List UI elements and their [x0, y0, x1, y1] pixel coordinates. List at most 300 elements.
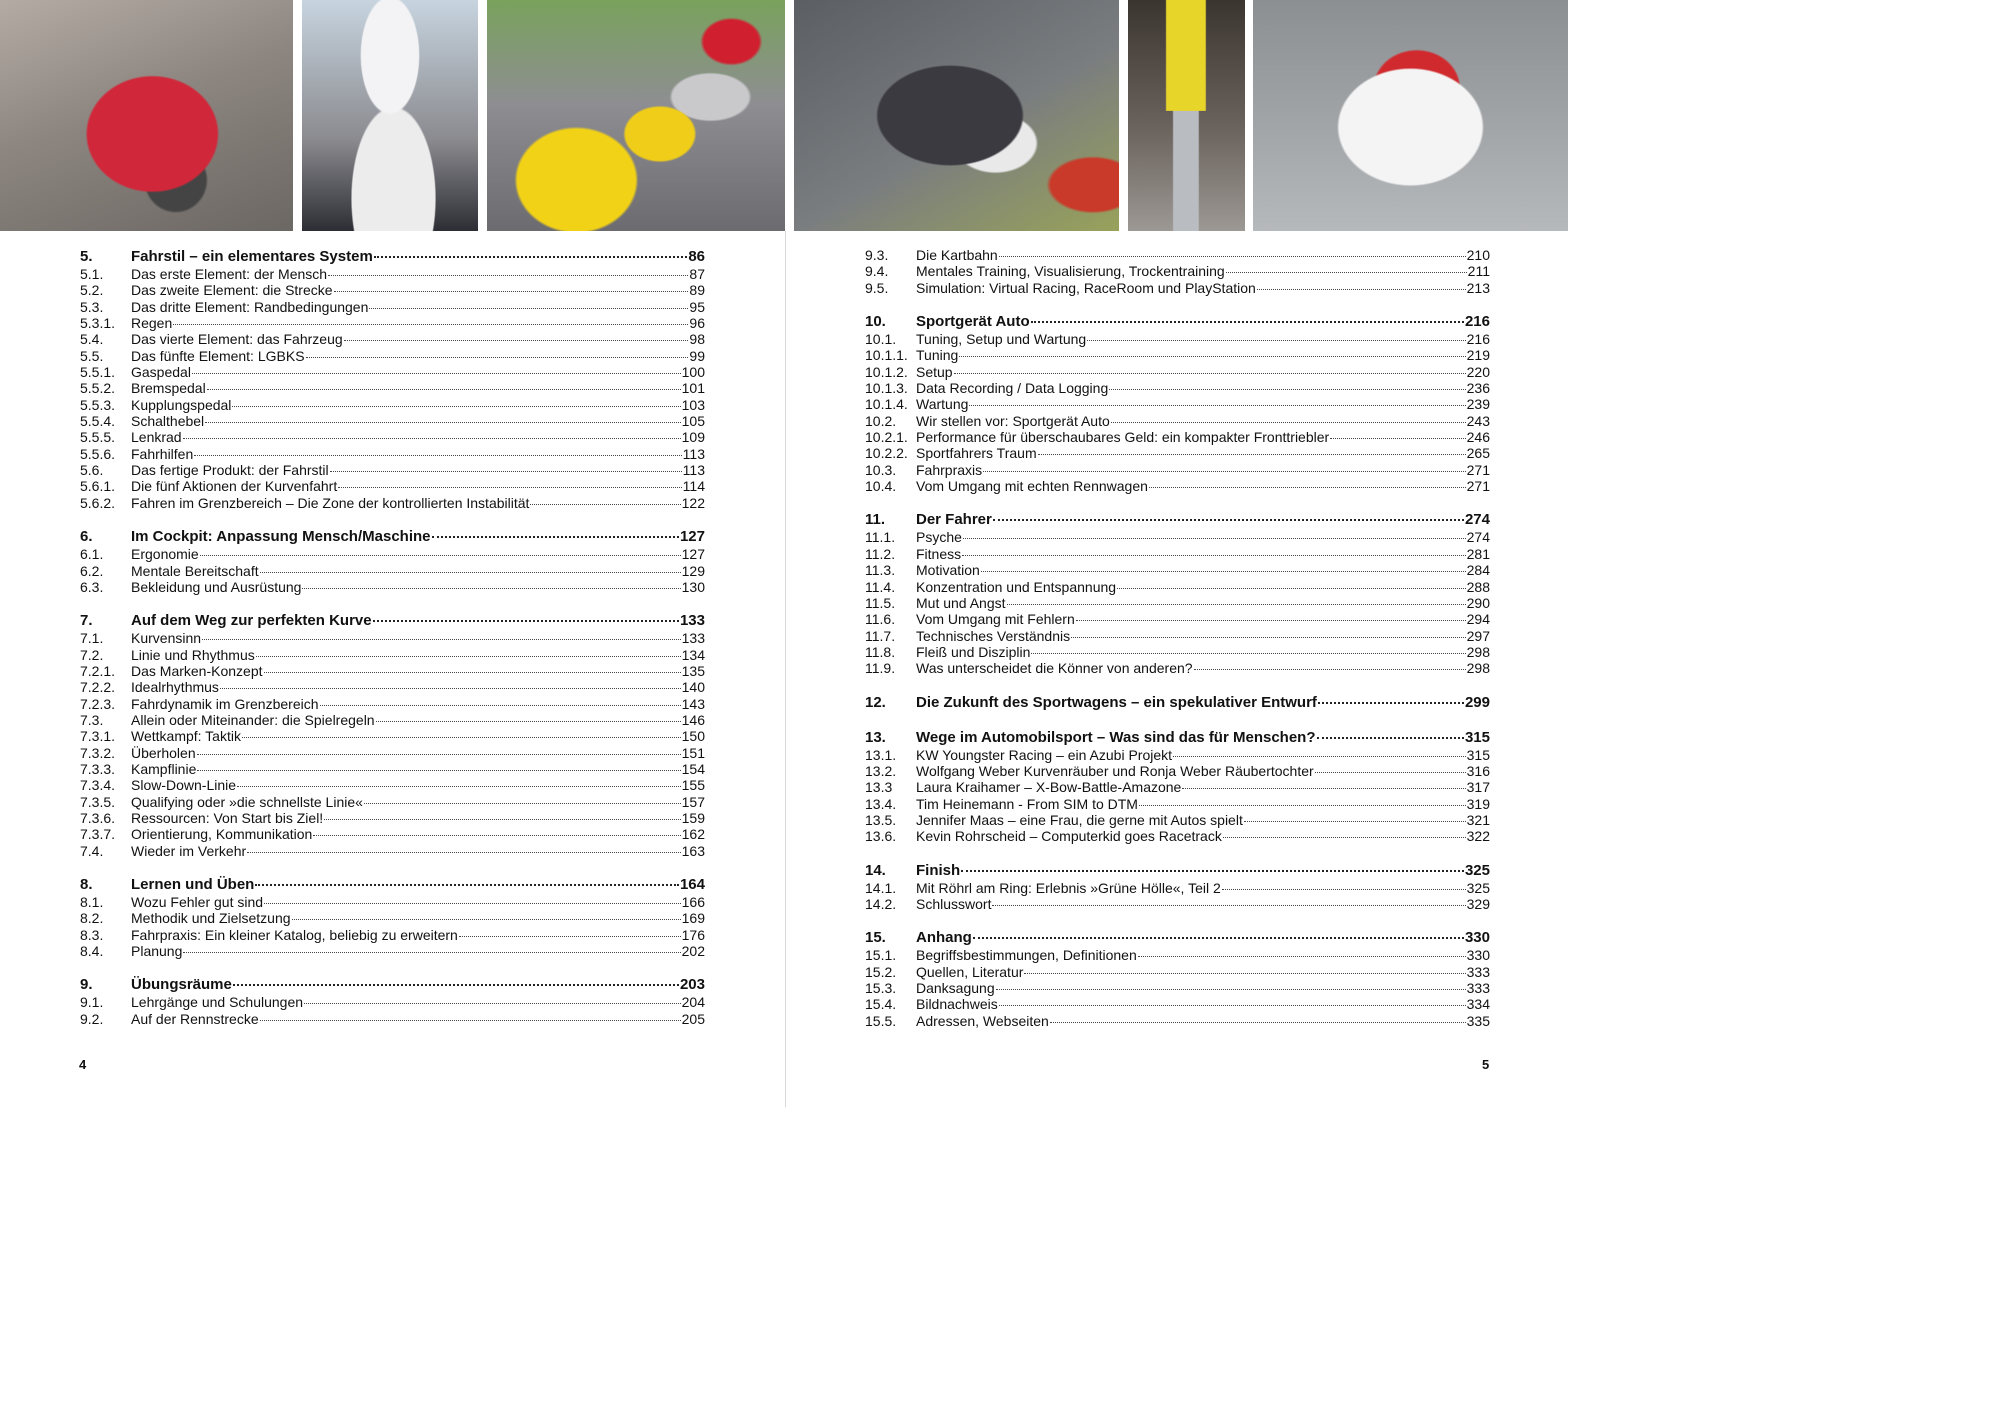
toc-title: Technisches Verständnis	[916, 627, 1071, 644]
toc-page-number: 298	[1466, 643, 1490, 660]
dot-leader	[1031, 653, 1465, 654]
toc-entry-row	[80, 794, 705, 810]
dot-leader	[1226, 272, 1467, 273]
toc-number: 11.	[865, 511, 886, 529]
toc-title: Tuning	[916, 347, 959, 364]
toc-title: Das dritte Element: Randbedingungen	[131, 298, 369, 315]
dot-leader	[1318, 702, 1464, 704]
toc-entry-row	[80, 745, 705, 761]
toc-title: Wettkampf: Taktik	[131, 728, 241, 745]
toc-title: Das erste Element: der Mensch	[131, 266, 328, 282]
toc-number: 13.2.	[865, 762, 897, 779]
toc-page-number: 288	[1466, 578, 1490, 595]
dot-leader	[959, 356, 1465, 357]
toc-title: Quellen, Literatur	[916, 963, 1024, 980]
dot-leader	[1111, 422, 1466, 423]
toc-section	[865, 247, 1490, 296]
toc-number: 11.7.	[865, 627, 896, 644]
toc-page-number: 216	[1464, 313, 1490, 331]
toc-title: Was unterscheidet die Könner von anderen?	[916, 660, 1193, 677]
toc-number: 5.3.1.	[80, 315, 116, 332]
toc-page-number: 105	[681, 413, 705, 430]
toc-entry-row	[865, 280, 1490, 296]
toc-entry-row	[865, 413, 1490, 429]
toc-title: Mentales Training, Visualisierung, Trockentraining	[916, 263, 1225, 280]
toc-section	[865, 861, 1490, 913]
toc-title: Sportgerät Auto	[916, 313, 1030, 331]
toc-page-number: 89	[689, 282, 705, 299]
dot-leader	[197, 770, 680, 771]
toc-title: Wartung	[916, 396, 969, 413]
toc-entry-row	[865, 644, 1490, 660]
toc-page-number: 135	[681, 662, 705, 679]
dot-leader	[1182, 788, 1465, 789]
toc-entry-row	[80, 1011, 705, 1027]
toc-number: 11.1.	[865, 529, 896, 546]
toc-chapter-row	[865, 861, 1490, 880]
toc-page-number: 127	[681, 546, 705, 563]
toc-number: 5.5.3.	[80, 396, 116, 413]
toc-page-number: 162	[681, 826, 705, 843]
toc-section	[80, 247, 705, 511]
toc-entry-row	[865, 364, 1490, 380]
dot-leader	[232, 406, 680, 407]
toc-page-number: 154	[681, 760, 705, 777]
toc-number: 7.3.	[80, 711, 104, 728]
toc-page-number: 325	[1464, 861, 1490, 879]
toc-entry-row	[80, 546, 705, 562]
toc-number: 10.1.1.	[865, 347, 908, 364]
toc-title: Finish	[916, 861, 961, 879]
dot-leader	[192, 373, 681, 374]
toc-entry-row	[865, 812, 1490, 828]
toc-page-number: 315	[1466, 746, 1490, 763]
toc-entry-row	[80, 994, 705, 1010]
toc-entry-row	[865, 747, 1490, 763]
toc-page-number: 274	[1466, 529, 1490, 546]
toc-title: Fahrpraxis	[916, 461, 983, 478]
toc-page-number: 146	[681, 711, 705, 728]
toc-entry-row	[80, 348, 705, 364]
toc-page-number: 98	[689, 331, 705, 348]
toc-page-number: 220	[1466, 363, 1490, 380]
dot-leader	[459, 936, 681, 937]
toc-page-number: 236	[1466, 380, 1490, 397]
dot-leader	[320, 705, 681, 706]
toc-entry-row	[80, 679, 705, 695]
toc-page-number: 219	[1466, 347, 1490, 364]
toc-page-number: 284	[1466, 562, 1490, 579]
toc-entry-row	[80, 761, 705, 777]
toc-page-number: 333	[1466, 963, 1490, 980]
toc-title: Sportfahrers Traum	[916, 445, 1037, 462]
toc-number: 11.4.	[865, 578, 896, 595]
toc-chapter-row	[865, 510, 1490, 529]
toc-entry-row	[865, 880, 1490, 896]
dot-leader	[237, 786, 681, 787]
toc-number: 15.5.	[865, 1012, 897, 1029]
toc-page-number: 210	[1466, 247, 1490, 263]
toc-entry-row	[80, 331, 705, 347]
toc-entry-row	[80, 943, 705, 959]
toc-number: 6.2.	[80, 562, 104, 579]
toc-title: Fahrhilfen	[131, 445, 194, 462]
toc-title: Das Marken-Konzept	[131, 662, 263, 679]
toc-title: Kampflinie	[131, 760, 197, 777]
toc-number: 8.	[80, 876, 93, 893]
toc-title: Setup	[916, 363, 953, 380]
toc-title: Lehrgänge und Schulungen	[131, 994, 304, 1011]
dot-leader	[963, 538, 1466, 539]
toc-entry-row	[80, 910, 705, 926]
toc-title: Fahren im Grenzbereich – Die Zone der kontrollierten Instabilität	[131, 494, 530, 511]
dot-leader	[981, 571, 1466, 572]
toc-page-number: 246	[1466, 429, 1490, 446]
toc-page-number: 211	[1467, 263, 1490, 280]
toc-page-number: 297	[1466, 627, 1490, 644]
toc-number: 7.2.3.	[80, 695, 116, 712]
dot-leader	[1315, 772, 1466, 773]
toc-title: Simulation: Virtual Racing, RaceRoom und PlayStation	[916, 279, 1256, 296]
photo-driver-helmet	[302, 0, 478, 231]
dot-leader	[205, 422, 680, 423]
dot-leader	[1223, 837, 1466, 838]
toc-entry-row	[865, 546, 1490, 562]
toc-page-number: 113	[682, 462, 705, 479]
toc-number: 11.6.	[865, 611, 896, 628]
toc-number: 9.4.	[865, 263, 889, 280]
dot-leader	[338, 487, 681, 488]
toc-entry-row	[80, 927, 705, 943]
toc-page-number: 294	[1466, 611, 1490, 628]
toc-page-number: 243	[1466, 412, 1490, 429]
dot-leader	[242, 737, 681, 738]
toc-entry-row	[80, 299, 705, 315]
toc-entry-row	[865, 263, 1490, 279]
page-gutter	[785, 231, 786, 1107]
toc-section	[80, 527, 705, 595]
toc-entry-row	[865, 628, 1490, 644]
dot-leader	[1317, 737, 1464, 739]
toc-title: Schalthebel	[131, 413, 205, 430]
toc-page-number: 140	[681, 679, 705, 696]
toc-number: 14.	[865, 861, 886, 879]
dot-leader	[1109, 389, 1465, 390]
toc-title: Das fertige Produkt: der Fahrstil	[131, 462, 329, 479]
toc-number: 8.4.	[80, 943, 104, 960]
toc-title: Wozu Fehler gut sind	[131, 894, 264, 910]
toc-number: 9.2.	[80, 1010, 104, 1027]
dot-leader	[330, 471, 682, 472]
toc-number: 5.5.5.	[80, 429, 116, 446]
toc-page-number: 155	[681, 777, 705, 794]
toc-title: Kevin Rohrscheid – Computerkid goes Racetrack	[916, 828, 1222, 845]
toc-entry-row	[80, 462, 705, 478]
toc-section	[865, 312, 1490, 494]
toc-title: Methodik und Zielsetzung	[131, 910, 291, 927]
dot-leader	[530, 504, 680, 505]
photo-coilover-spring	[1128, 0, 1245, 231]
dot-leader	[334, 291, 689, 292]
dot-leader	[220, 688, 681, 689]
toc-title: Konzentration und Entspannung	[916, 578, 1117, 595]
toc-title: Mit Röhrl am Ring: Erlebnis »Grüne Hölle«, Teil 2	[916, 879, 1221, 896]
toc-number: 5.6.1.	[80, 478, 116, 495]
dot-leader	[1076, 620, 1466, 621]
toc-page-number: 122	[681, 494, 705, 511]
toc-page-number: 203	[679, 976, 705, 994]
dot-leader	[255, 884, 679, 886]
toc-page-number: 319	[1466, 795, 1490, 812]
toc-title: Kupplungspedal	[131, 396, 232, 413]
toc-number: 15.	[865, 929, 886, 947]
toc-page-number: 316	[1466, 762, 1490, 779]
toc-entry-row	[865, 763, 1490, 779]
toc-page-number: 109	[681, 429, 705, 446]
toc-title: Mut und Angst	[916, 594, 1006, 611]
toc-page-number: 330	[1464, 929, 1490, 947]
toc-chapter-row	[865, 693, 1490, 712]
toc-chapter-row	[80, 975, 705, 994]
dot-leader	[374, 256, 688, 258]
toc-section	[80, 975, 705, 1027]
dot-leader	[233, 984, 679, 986]
toc-number: 7.3.2.	[80, 744, 116, 761]
dot-leader	[302, 588, 680, 589]
toc-page-number: 133	[681, 630, 705, 647]
toc-entry-row	[80, 563, 705, 579]
dot-leader	[961, 870, 1464, 872]
dot-leader	[247, 852, 680, 853]
dot-leader	[969, 405, 1465, 406]
toc-page-number: 299	[1464, 693, 1490, 711]
toc-section	[865, 510, 1490, 676]
toc-title: Motivation	[916, 562, 980, 579]
toc-number: 7.3.1.	[80, 728, 116, 745]
toc-entry-row	[865, 396, 1490, 412]
toc-page-number: 96	[689, 315, 705, 332]
toc-number: 10.3.	[865, 461, 897, 478]
toc-title: Fleiß und Disziplin	[916, 643, 1031, 660]
dot-leader	[962, 555, 1466, 556]
toc-entry-row	[80, 810, 705, 826]
toc-number: 10.2.2.	[865, 445, 908, 462]
toc-number: 9.3.	[865, 247, 889, 263]
toc-number: 7.1.	[80, 630, 104, 647]
toc-title: Mentale Bereitschaft	[131, 562, 259, 579]
toc-entry-row	[865, 562, 1490, 578]
toc-entry-row	[865, 660, 1490, 676]
dot-leader	[1138, 956, 1466, 957]
toc-title: Übungsräume	[131, 976, 232, 994]
dot-leader	[1222, 889, 1466, 890]
toc-number: 10.1.2.	[865, 363, 908, 380]
toc-page-number: 290	[1466, 594, 1490, 611]
toc-page-number: 335	[1466, 1012, 1490, 1029]
toc-page-number: 143	[681, 695, 705, 712]
dot-leader	[954, 373, 1466, 374]
dot-leader	[173, 324, 688, 325]
toc-chapter-row	[80, 527, 705, 546]
toc-title: Anhang	[916, 929, 972, 947]
toc-number: 5.5.2.	[80, 380, 116, 397]
toc-page-number: 315	[1464, 728, 1490, 746]
toc-page-number: 113	[682, 445, 705, 462]
toc-title: Performance für überschaubares Geld: ein kompakter Fronttriebler	[916, 429, 1330, 446]
toc-title: Die Kartbahn	[916, 247, 998, 263]
toc-number: 13.1.	[865, 746, 897, 763]
toc-page-number: 163	[681, 842, 705, 859]
toc-number: 14.1.	[865, 879, 897, 896]
toc-number: 5.5.6.	[80, 445, 116, 462]
toc-page-number: 114	[682, 478, 705, 495]
toc-page-number: 329	[1466, 895, 1490, 912]
toc-entry-row	[865, 996, 1490, 1012]
dot-leader	[999, 256, 1466, 257]
toc-number: 5.5.4.	[80, 413, 116, 430]
dot-leader	[1173, 756, 1466, 757]
dot-leader	[183, 952, 680, 953]
toc-title: Die fünf Aktionen der Kurvenfahrt	[131, 478, 338, 495]
toc-number: 8.2.	[80, 910, 104, 927]
toc-entry-row	[80, 397, 705, 413]
toc-number: 7.3.3.	[80, 760, 116, 777]
toc-number: 6.3.	[80, 578, 104, 595]
dot-leader	[304, 1003, 681, 1004]
toc-title: Der Fahrer	[916, 511, 992, 529]
toc-number: 5.	[80, 248, 93, 265]
dot-leader	[194, 455, 681, 456]
dot-leader	[264, 903, 681, 904]
toc-entry-row	[865, 896, 1490, 912]
toc-page-number: 129	[681, 562, 705, 579]
toc-title: Idealrhythmus	[131, 679, 219, 696]
toc-title: Orientierung, Kommunikation	[131, 826, 313, 843]
dot-leader	[197, 754, 681, 755]
toc-entry-row	[80, 712, 705, 728]
toc-page-number: 133	[679, 612, 705, 630]
toc-number: 7.4.	[80, 842, 104, 859]
toc-entry-row	[865, 828, 1490, 844]
toc-page-number: 317	[1466, 779, 1490, 796]
dot-leader	[376, 721, 681, 722]
toc-entry-row	[80, 777, 705, 793]
dot-leader	[369, 308, 688, 309]
toc-title: Tim Heinemann - From SIM to DTM	[916, 795, 1138, 812]
toc-number: 7.2.	[80, 646, 104, 663]
toc-number: 7.3.6.	[80, 809, 116, 826]
toc-number: 7.	[80, 612, 93, 630]
toc-entry-row	[80, 728, 705, 744]
dot-leader	[999, 1005, 1466, 1006]
dot-leader	[1031, 321, 1464, 323]
toc-number: 7.3.4.	[80, 777, 116, 794]
toc-page-number: 103	[681, 396, 705, 413]
toc-title: Bremspedal	[131, 380, 206, 397]
dot-leader	[200, 555, 681, 556]
dot-leader	[183, 438, 681, 439]
toc-number: 13.	[865, 728, 886, 746]
toc-title: Gaspedal	[131, 364, 191, 381]
toc-number: 8.3.	[80, 926, 104, 943]
toc-entry-row	[80, 380, 705, 396]
toc-page-number: 134	[681, 646, 705, 663]
toc-number: 5.5.1.	[80, 364, 116, 381]
dot-leader	[364, 803, 681, 804]
toc-chapter-row	[865, 928, 1490, 947]
toc-title: Slow-Down-Linie	[131, 777, 237, 794]
toc-page-number: 127	[679, 528, 705, 546]
toc-section	[80, 875, 705, 959]
toc-chapter-row	[865, 312, 1490, 331]
toc-title: Qualifying oder »die schnellste Linie«	[131, 793, 363, 810]
toc-page-number: 213	[1466, 279, 1490, 296]
toc-page-number: 216	[1466, 331, 1490, 348]
toc-title: Danksagung	[916, 980, 995, 996]
toc-page-number: 205	[681, 1010, 705, 1027]
toc-number: 11.2.	[865, 545, 896, 562]
toc-page-number: 166	[681, 894, 705, 910]
toc-entry-row	[80, 696, 705, 712]
toc-number: 10.1.	[865, 331, 897, 348]
toc-entry-row	[80, 364, 705, 380]
toc-number: 13.5.	[865, 811, 897, 828]
toc-number: 10.2.1.	[865, 429, 908, 446]
toc-entry-row	[865, 1013, 1490, 1029]
dot-leader	[344, 340, 689, 341]
dot-leader	[1071, 637, 1466, 638]
dot-leader	[973, 937, 1464, 939]
toc-chapter-row	[80, 247, 705, 266]
toc-page-number: 202	[681, 943, 705, 960]
toc-entry-row	[865, 611, 1490, 627]
toc-title: Das vierte Element: das Fahrzeug	[131, 331, 343, 348]
toc-left-page	[80, 247, 705, 1027]
toc-entry-row	[80, 579, 705, 595]
toc-title: Ergonomie	[131, 546, 199, 563]
toc-title: Fahrdynamik im Grenzbereich	[131, 695, 319, 712]
toc-page-number: 239	[1466, 396, 1490, 413]
toc-entry-row	[80, 894, 705, 910]
toc-entry-row	[80, 429, 705, 445]
toc-chapter-row	[80, 611, 705, 630]
toc-entry-row	[865, 796, 1490, 812]
dot-leader	[313, 835, 680, 836]
toc-page-number: 204	[681, 994, 705, 1011]
toc-number: 7.3.7.	[80, 826, 116, 843]
toc-entry-row	[865, 331, 1490, 347]
toc-entry-row	[865, 779, 1490, 795]
toc-title: Data Recording / Data Logging	[916, 380, 1109, 397]
page-number-left: 4	[79, 1057, 87, 1072]
toc-title: Vom Umgang mit echten Rennwagen	[916, 478, 1148, 495]
toc-entry-row	[80, 446, 705, 462]
toc-number: 15.4.	[865, 996, 897, 1013]
dot-leader	[1149, 487, 1466, 488]
toc-number: 11.9.	[865, 660, 896, 677]
toc-title: Im Cockpit: Anpassung Mensch/Maschine	[131, 528, 431, 546]
toc-title: Schlusswort	[916, 895, 992, 912]
toc-title: Wir stellen vor: Sportgerät Auto	[916, 412, 1110, 429]
toc-number: 5.1.	[80, 266, 104, 282]
toc-page-number: 86	[688, 248, 705, 265]
toc-number: 10.	[865, 313, 886, 331]
toc-page-number: 87	[689, 266, 705, 282]
toc-number: 5.3.	[80, 298, 104, 315]
toc-number: 8.1.	[80, 894, 104, 910]
toc-number: 13.6.	[865, 828, 897, 845]
toc-title: Laura Kraihamer – X-Bow-Battle-Amazone	[916, 779, 1182, 796]
